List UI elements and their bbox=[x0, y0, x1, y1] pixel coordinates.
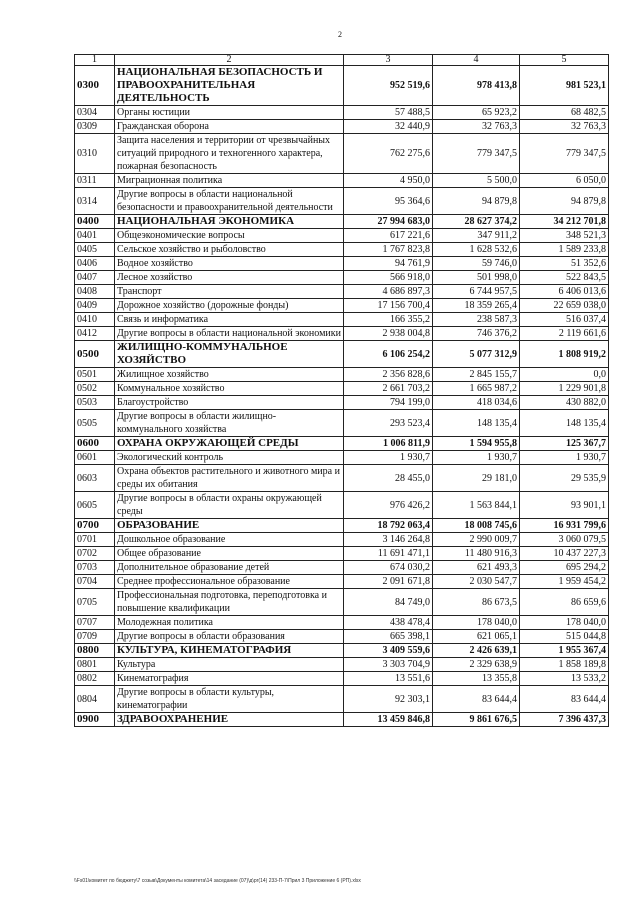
value-col3-cell: 794 199,0 bbox=[344, 396, 433, 410]
value-col3-cell: 4 950,0 bbox=[344, 174, 433, 188]
value-col5-cell: 10 437 227,3 bbox=[520, 547, 609, 561]
value-col3-cell: 1 767 823,8 bbox=[344, 243, 433, 257]
value-col5-cell: 695 294,2 bbox=[520, 561, 609, 575]
name-cell: Кинематография bbox=[115, 672, 344, 686]
value-col5-cell: 348 521,3 bbox=[520, 229, 609, 243]
value-col4-cell: 59 746,0 bbox=[433, 257, 520, 271]
code-cell: 0802 bbox=[75, 672, 115, 686]
value-col5-cell: 981 523,1 bbox=[520, 66, 609, 106]
code-cell: 0804 bbox=[75, 686, 115, 713]
value-col4-cell: 418 034,6 bbox=[433, 396, 520, 410]
name-cell: Дорожное хозяйство (дорожные фонды) bbox=[115, 299, 344, 313]
value-col5-cell: 1 808 919,2 bbox=[520, 341, 609, 368]
value-col4-cell: 178 040,0 bbox=[433, 616, 520, 630]
value-col3-cell: 674 030,2 bbox=[344, 561, 433, 575]
value-col4-cell: 1 665 987,2 bbox=[433, 382, 520, 396]
value-col4-cell: 347 911,2 bbox=[433, 229, 520, 243]
name-cell: Коммунальное хозяйство bbox=[115, 382, 344, 396]
value-col5-cell: 148 135,4 bbox=[520, 410, 609, 437]
code-cell: 0310 bbox=[75, 134, 115, 174]
name-cell: Общее образование bbox=[115, 547, 344, 561]
name-cell: Другие вопросы в области образования bbox=[115, 630, 344, 644]
value-col4-cell: 11 480 916,3 bbox=[433, 547, 520, 561]
column-header: 1 bbox=[75, 55, 115, 66]
code-cell: 0304 bbox=[75, 106, 115, 120]
value-col4-cell: 1 594 955,8 bbox=[433, 437, 520, 451]
value-col4-cell: 1 930,7 bbox=[433, 451, 520, 465]
name-cell: ЗДРАВООХРАНЕНИЕ bbox=[115, 713, 344, 727]
code-cell: 0709 bbox=[75, 630, 115, 644]
code-cell: 0400 bbox=[75, 215, 115, 229]
code-cell: 0702 bbox=[75, 547, 115, 561]
value-col4-cell: 621 493,3 bbox=[433, 561, 520, 575]
code-cell: 0801 bbox=[75, 658, 115, 672]
code-cell: 0900 bbox=[75, 713, 115, 727]
value-col4-cell: 18 008 745,6 bbox=[433, 519, 520, 533]
column-header: 2 bbox=[115, 55, 344, 66]
value-col3-cell: 952 519,6 bbox=[344, 66, 433, 106]
value-col3-cell: 6 106 254,2 bbox=[344, 341, 433, 368]
code-cell: 0800 bbox=[75, 644, 115, 658]
value-col3-cell: 4 686 897,3 bbox=[344, 285, 433, 299]
value-col5-cell: 1 930,7 bbox=[520, 451, 609, 465]
name-cell: Гражданская оборона bbox=[115, 120, 344, 134]
name-cell: Другие вопросы в области национальной экономики bbox=[115, 327, 344, 341]
column-header: 5 bbox=[520, 55, 609, 66]
value-col5-cell: 6 050,0 bbox=[520, 174, 609, 188]
code-cell: 0410 bbox=[75, 313, 115, 327]
code-cell: 0300 bbox=[75, 66, 115, 106]
value-col4-cell: 6 744 957,5 bbox=[433, 285, 520, 299]
table-row bbox=[75, 658, 609, 672]
code-cell: 0406 bbox=[75, 257, 115, 271]
name-cell: НАЦИОНАЛЬНАЯ ЭКОНОМИКА bbox=[115, 215, 344, 229]
value-col5-cell: 1 858 189,8 bbox=[520, 658, 609, 672]
name-cell: Общеэкономические вопросы bbox=[115, 229, 344, 243]
table-row bbox=[75, 174, 609, 188]
name-cell: ОБРАЗОВАНИЕ bbox=[115, 519, 344, 533]
code-cell: 0600 bbox=[75, 437, 115, 451]
page-number: 2 bbox=[338, 30, 342, 39]
column-header: 3 bbox=[344, 55, 433, 66]
section-row bbox=[75, 66, 609, 106]
value-col3-cell: 2 938 004,8 bbox=[344, 327, 433, 341]
value-col5-cell: 1 959 454,2 bbox=[520, 575, 609, 589]
value-col3-cell: 32 440,9 bbox=[344, 120, 433, 134]
value-col3-cell: 2 356 828,6 bbox=[344, 368, 433, 382]
value-col3-cell: 293 523,4 bbox=[344, 410, 433, 437]
value-col5-cell: 125 367,7 bbox=[520, 437, 609, 451]
value-col4-cell: 2 030 547,7 bbox=[433, 575, 520, 589]
value-col3-cell: 1 006 811,9 bbox=[344, 437, 433, 451]
code-cell: 0703 bbox=[75, 561, 115, 575]
code-cell: 0405 bbox=[75, 243, 115, 257]
value-col5-cell: 29 535,9 bbox=[520, 465, 609, 492]
value-col3-cell: 2 091 671,8 bbox=[344, 575, 433, 589]
section-row bbox=[75, 341, 609, 368]
value-col4-cell: 94 879,8 bbox=[433, 188, 520, 215]
value-col4-cell: 978 413,8 bbox=[433, 66, 520, 106]
value-col3-cell: 11 691 471,1 bbox=[344, 547, 433, 561]
value-col5-cell: 178 040,0 bbox=[520, 616, 609, 630]
name-cell: Экологический контроль bbox=[115, 451, 344, 465]
value-col3-cell: 27 994 683,0 bbox=[344, 215, 433, 229]
code-cell: 0401 bbox=[75, 229, 115, 243]
table-row bbox=[75, 285, 609, 299]
name-cell: Органы юстиции bbox=[115, 106, 344, 120]
value-col5-cell: 1 955 367,4 bbox=[520, 644, 609, 658]
code-cell: 0502 bbox=[75, 382, 115, 396]
value-col4-cell: 1 563 844,1 bbox=[433, 492, 520, 519]
value-col3-cell: 18 792 063,4 bbox=[344, 519, 433, 533]
table-row bbox=[75, 120, 609, 134]
name-cell: Охрана объектов растительного и животного мира и среды их обитания bbox=[115, 465, 344, 492]
value-col5-cell: 430 882,0 bbox=[520, 396, 609, 410]
value-col3-cell: 94 761,9 bbox=[344, 257, 433, 271]
table-row bbox=[75, 451, 609, 465]
value-col5-cell: 34 212 701,8 bbox=[520, 215, 609, 229]
value-col3-cell: 1 930,7 bbox=[344, 451, 433, 465]
name-cell: Дополнительное образование детей bbox=[115, 561, 344, 575]
code-cell: 0704 bbox=[75, 575, 115, 589]
name-cell: Другие вопросы в области культуры, кинематографии bbox=[115, 686, 344, 713]
value-col4-cell: 5 500,0 bbox=[433, 174, 520, 188]
budget-table bbox=[74, 54, 609, 727]
value-col5-cell: 3 060 079,5 bbox=[520, 533, 609, 547]
code-cell: 0501 bbox=[75, 368, 115, 382]
value-col5-cell: 522 843,5 bbox=[520, 271, 609, 285]
file-path-footer: \\Fs01\комитет по бюджету\7 созыв\Документы комитета\14 заседание (07)\д\рг(14) 233-П-7\Прил 3 Приложение 6 (РП).xlsx bbox=[74, 878, 361, 884]
value-col4-cell: 18 359 265,4 bbox=[433, 299, 520, 313]
code-cell: 0311 bbox=[75, 174, 115, 188]
code-cell: 0407 bbox=[75, 271, 115, 285]
value-col3-cell: 3 303 704,9 bbox=[344, 658, 433, 672]
value-col4-cell: 746 376,2 bbox=[433, 327, 520, 341]
value-col4-cell: 86 673,5 bbox=[433, 589, 520, 616]
table-row bbox=[75, 672, 609, 686]
value-col3-cell: 438 478,4 bbox=[344, 616, 433, 630]
value-col5-cell: 16 931 799,6 bbox=[520, 519, 609, 533]
table-row bbox=[75, 561, 609, 575]
table-row bbox=[75, 686, 609, 713]
value-col3-cell: 3 409 559,6 bbox=[344, 644, 433, 658]
code-cell: 0601 bbox=[75, 451, 115, 465]
value-col4-cell: 28 627 374,2 bbox=[433, 215, 520, 229]
name-cell: Благоустройство bbox=[115, 396, 344, 410]
name-cell: Жилищное хозяйство bbox=[115, 368, 344, 382]
table-row bbox=[75, 327, 609, 341]
table-row bbox=[75, 299, 609, 313]
section-row bbox=[75, 215, 609, 229]
value-col4-cell: 2 329 638,9 bbox=[433, 658, 520, 672]
value-col4-cell: 148 135,4 bbox=[433, 410, 520, 437]
value-col4-cell: 1 628 532,6 bbox=[433, 243, 520, 257]
value-col5-cell: 515 044,8 bbox=[520, 630, 609, 644]
value-col4-cell: 2 845 155,7 bbox=[433, 368, 520, 382]
value-col5-cell: 6 406 013,6 bbox=[520, 285, 609, 299]
section-row bbox=[75, 644, 609, 658]
code-cell: 0500 bbox=[75, 341, 115, 368]
value-col3-cell: 13 459 846,8 bbox=[344, 713, 433, 727]
name-cell: КУЛЬТУРА, КИНЕМАТОГРАФИЯ bbox=[115, 644, 344, 658]
value-col3-cell: 13 551,6 bbox=[344, 672, 433, 686]
value-col4-cell: 621 065,1 bbox=[433, 630, 520, 644]
value-col5-cell: 1 229 901,8 bbox=[520, 382, 609, 396]
value-col5-cell: 2 119 661,6 bbox=[520, 327, 609, 341]
code-cell: 0701 bbox=[75, 533, 115, 547]
table-row bbox=[75, 243, 609, 257]
code-cell: 0412 bbox=[75, 327, 115, 341]
value-col3-cell: 92 303,1 bbox=[344, 686, 433, 713]
name-cell: Транспорт bbox=[115, 285, 344, 299]
code-cell: 0409 bbox=[75, 299, 115, 313]
name-cell: ЖИЛИЩНО-КОММУНАЛЬНОЕ ХОЗЯЙСТВО bbox=[115, 341, 344, 368]
value-col5-cell: 13 533,2 bbox=[520, 672, 609, 686]
code-cell: 0314 bbox=[75, 188, 115, 215]
value-col5-cell: 0,0 bbox=[520, 368, 609, 382]
value-col4-cell: 65 923,2 bbox=[433, 106, 520, 120]
table-row bbox=[75, 396, 609, 410]
name-cell: Молодежная политика bbox=[115, 616, 344, 630]
value-col3-cell: 976 426,2 bbox=[344, 492, 433, 519]
value-col5-cell: 51 352,6 bbox=[520, 257, 609, 271]
code-cell: 0505 bbox=[75, 410, 115, 437]
table-row bbox=[75, 257, 609, 271]
section-row bbox=[75, 519, 609, 533]
name-cell: Профессиональная подготовка, переподготовка и повышение квалификации bbox=[115, 589, 344, 616]
name-cell: Другие вопросы в области жилищно-коммунального хозяйства bbox=[115, 410, 344, 437]
value-col4-cell: 9 861 676,5 bbox=[433, 713, 520, 727]
section-row bbox=[75, 713, 609, 727]
value-col3-cell: 566 918,0 bbox=[344, 271, 433, 285]
table-body bbox=[75, 66, 609, 727]
value-col5-cell: 94 879,8 bbox=[520, 188, 609, 215]
name-cell: НАЦИОНАЛЬНАЯ БЕЗОПАСНОСТЬ И ПРАВООХРАНИТЕЛЬНАЯ ДЕЯТЕЛЬНОСТЬ bbox=[115, 66, 344, 106]
value-col3-cell: 3 146 264,8 bbox=[344, 533, 433, 547]
value-col5-cell: 1 589 233,8 bbox=[520, 243, 609, 257]
table-row bbox=[75, 630, 609, 644]
value-col3-cell: 28 455,0 bbox=[344, 465, 433, 492]
value-col4-cell: 32 763,3 bbox=[433, 120, 520, 134]
value-col5-cell: 83 644,4 bbox=[520, 686, 609, 713]
name-cell: Культура bbox=[115, 658, 344, 672]
code-cell: 0603 bbox=[75, 465, 115, 492]
value-col5-cell: 516 037,4 bbox=[520, 313, 609, 327]
value-col3-cell: 57 488,5 bbox=[344, 106, 433, 120]
code-cell: 0605 bbox=[75, 492, 115, 519]
table-row bbox=[75, 410, 609, 437]
value-col4-cell: 2 426 639,1 bbox=[433, 644, 520, 658]
code-cell: 0309 bbox=[75, 120, 115, 134]
value-col3-cell: 95 364,6 bbox=[344, 188, 433, 215]
table-row bbox=[75, 465, 609, 492]
value-col4-cell: 779 347,5 bbox=[433, 134, 520, 174]
table-row bbox=[75, 547, 609, 561]
name-cell: Миграционная политика bbox=[115, 174, 344, 188]
value-col3-cell: 665 398,1 bbox=[344, 630, 433, 644]
value-col3-cell: 17 156 700,4 bbox=[344, 299, 433, 313]
code-cell: 0705 bbox=[75, 589, 115, 616]
table-row bbox=[75, 188, 609, 215]
name-cell: Защита населения и территории от чрезвычайных ситуаций природного и техногенного характера, пожарная безопасность bbox=[115, 134, 344, 174]
value-col5-cell: 7 396 437,3 bbox=[520, 713, 609, 727]
code-cell: 0700 bbox=[75, 519, 115, 533]
column-header: 4 bbox=[433, 55, 520, 66]
name-cell: Другие вопросы в области охраны окружающей среды bbox=[115, 492, 344, 519]
value-col3-cell: 166 355,2 bbox=[344, 313, 433, 327]
table-row bbox=[75, 106, 609, 120]
value-col3-cell: 2 661 703,2 bbox=[344, 382, 433, 396]
name-cell: Дошкольное образование bbox=[115, 533, 344, 547]
table-row bbox=[75, 271, 609, 285]
name-cell: Связь и информатика bbox=[115, 313, 344, 327]
table-row bbox=[75, 134, 609, 174]
table-row bbox=[75, 492, 609, 519]
value-col4-cell: 13 355,8 bbox=[433, 672, 520, 686]
table-header-row bbox=[75, 55, 609, 66]
name-cell: Среднее профессиональное образование bbox=[115, 575, 344, 589]
code-cell: 0707 bbox=[75, 616, 115, 630]
value-col5-cell: 22 659 038,0 bbox=[520, 299, 609, 313]
table-row bbox=[75, 313, 609, 327]
code-cell: 0408 bbox=[75, 285, 115, 299]
table-row bbox=[75, 382, 609, 396]
value-col4-cell: 83 644,4 bbox=[433, 686, 520, 713]
section-row bbox=[75, 437, 609, 451]
value-col4-cell: 238 587,3 bbox=[433, 313, 520, 327]
name-cell: ОХРАНА ОКРУЖАЮЩЕЙ СРЕДЫ bbox=[115, 437, 344, 451]
value-col4-cell: 29 181,0 bbox=[433, 465, 520, 492]
name-cell: Лесное хозяйство bbox=[115, 271, 344, 285]
table-row bbox=[75, 533, 609, 547]
value-col5-cell: 779 347,5 bbox=[520, 134, 609, 174]
value-col5-cell: 32 763,3 bbox=[520, 120, 609, 134]
table-row bbox=[75, 575, 609, 589]
name-cell: Другие вопросы в области национальной безопасности и правоохранительной деятельности bbox=[115, 188, 344, 215]
name-cell: Сельское хозяйство и рыболовство bbox=[115, 243, 344, 257]
value-col5-cell: 93 901,1 bbox=[520, 492, 609, 519]
table-row bbox=[75, 229, 609, 243]
value-col4-cell: 2 990 009,7 bbox=[433, 533, 520, 547]
value-col3-cell: 762 275,6 bbox=[344, 134, 433, 174]
name-cell: Водное хозяйство bbox=[115, 257, 344, 271]
table-row bbox=[75, 589, 609, 616]
table-row bbox=[75, 616, 609, 630]
table-row bbox=[75, 368, 609, 382]
value-col3-cell: 617 221,6 bbox=[344, 229, 433, 243]
value-col5-cell: 86 659,6 bbox=[520, 589, 609, 616]
value-col4-cell: 5 077 312,9 bbox=[433, 341, 520, 368]
value-col3-cell: 84 749,0 bbox=[344, 589, 433, 616]
code-cell: 0503 bbox=[75, 396, 115, 410]
value-col4-cell: 501 998,0 bbox=[433, 271, 520, 285]
value-col5-cell: 68 482,5 bbox=[520, 106, 609, 120]
